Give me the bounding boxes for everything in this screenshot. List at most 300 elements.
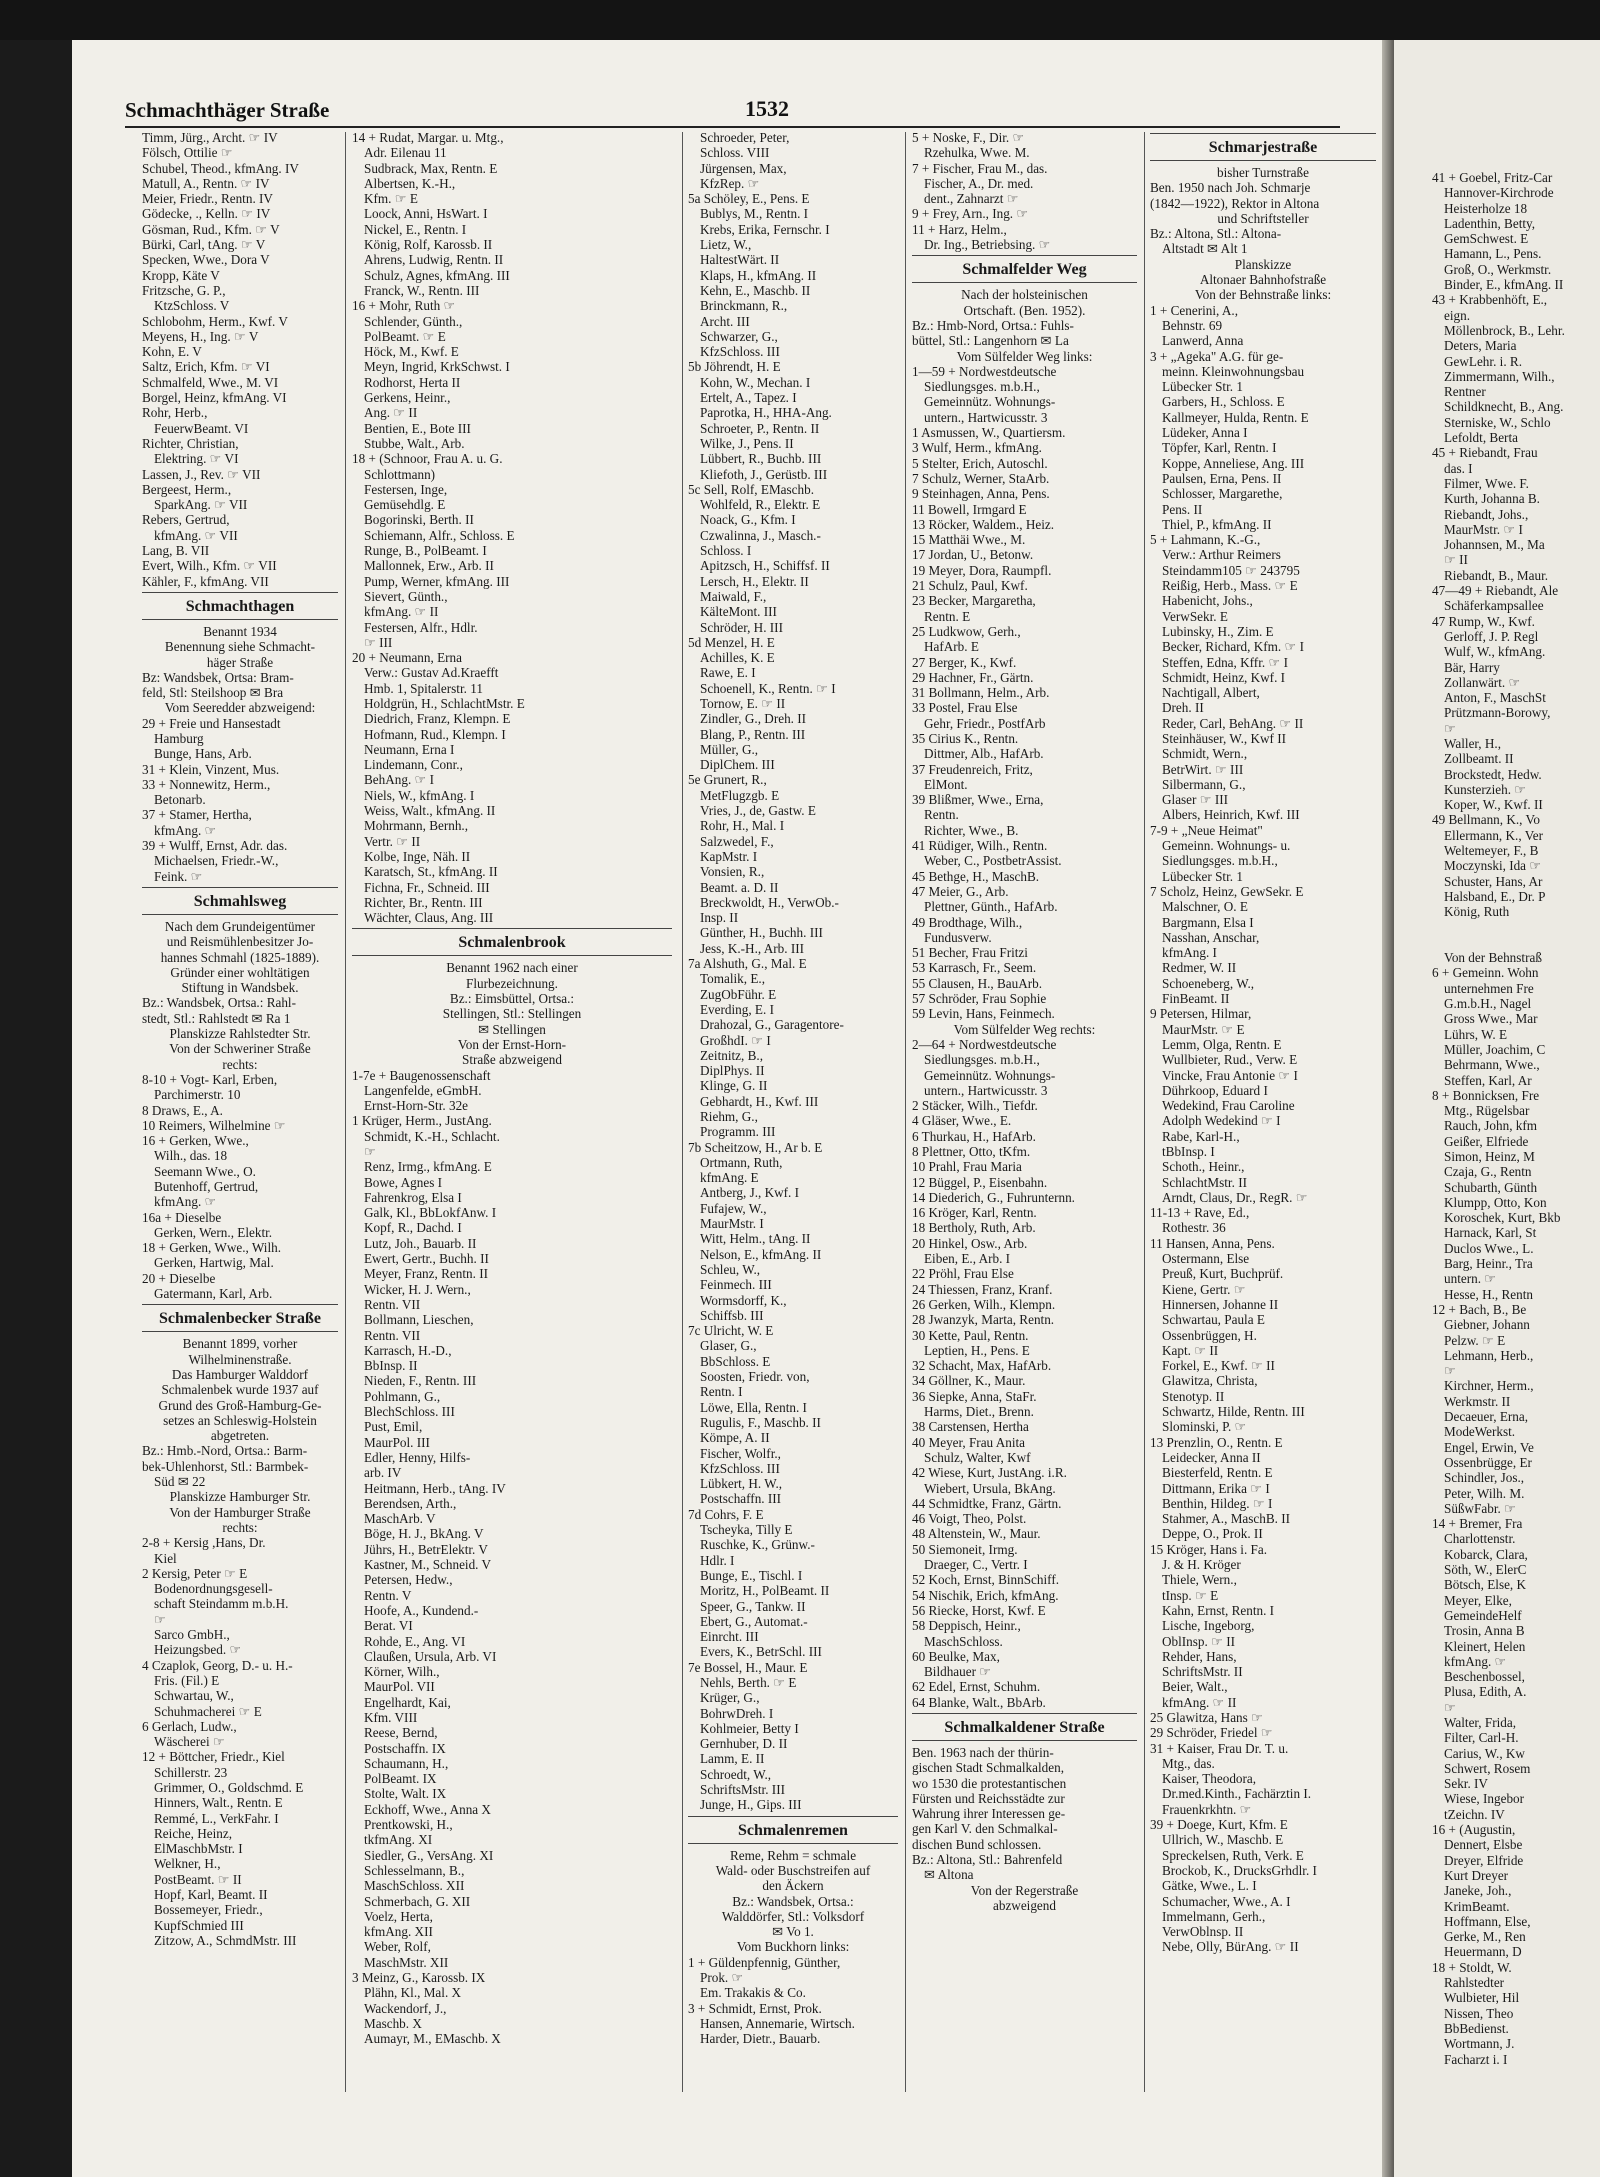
resident-entry: Rzehulka, Wwe. M. (924, 145, 1030, 161)
address-entry: 45 + Riebandt, Frau (1432, 445, 1538, 461)
resident-entry: Wicker, H. J. Wern., (364, 1281, 471, 1297)
resident-entry: Gebhardt, H., Kwf. III (700, 1093, 819, 1109)
address-entry: 59 Levin, Hans, Feinmech. (912, 1006, 1055, 1022)
resident-entry: Schlender, Günth., (364, 313, 463, 329)
resident-entry: tInsp. ☞ E (1162, 1587, 1219, 1603)
resident-entry: Schulz, Agnes, kfmAng. III (364, 267, 510, 283)
next-page-edge (1394, 40, 1600, 2177)
resident-entry: Deters, Maria (1444, 338, 1517, 354)
resident-entry: DiplChem. III (700, 757, 775, 773)
street-note: Wilhelminenstraße. (188, 1351, 292, 1367)
resident-entry: Bowe, Agnes I (364, 1174, 443, 1190)
address-entry: 50 Siemoneit, Irmg. (912, 1541, 1018, 1557)
resident-entry: Pens. II (1162, 501, 1203, 517)
resident-entry: Carius, W., Kw (1444, 1745, 1525, 1761)
resident-entry: tZeichn. IV (1444, 1806, 1505, 1822)
resident-entry: Sekr. IV (1444, 1776, 1488, 1792)
resident-entry: Antberg, J., Kwf. I (700, 1185, 800, 1201)
address-entry: Meier, Friedr., Rentn. IV (142, 191, 273, 207)
address-entry: Timm, Jürg., Archt. ☞ IV (142, 130, 278, 145)
resident-entry: Lische, Ingeborg, (1162, 1618, 1255, 1634)
resident-entry: Eiben, E., Arb. I (924, 1251, 1011, 1267)
resident-entry: Kfm. VIII (364, 1709, 418, 1725)
address-entry: 15 Kröger, Hans i. Fa. (1150, 1541, 1268, 1557)
street-rule (688, 1843, 898, 1844)
resident-entry: Sudbrack, Max, Rentn. E (364, 160, 498, 176)
resident-entry: kfmAng. E (700, 1170, 759, 1186)
address-entry: 60 Beulke, Max, (912, 1648, 1000, 1664)
street-heading: Schmalenremen (738, 1821, 848, 1839)
column-divider (682, 132, 683, 2092)
resident-entry: Siedlungsges. m.b.H., (924, 1052, 1040, 1068)
street-rule (142, 1331, 338, 1332)
resident-entry: kfmAng. ☞ II (364, 604, 439, 620)
resident-entry: Bodenordnungsgesell- (154, 1581, 273, 1597)
resident-entry: Elektring. ☞ VI (154, 451, 239, 467)
street-rule (912, 282, 1137, 283)
resident-entry: ☞ (1444, 1699, 1456, 1715)
resident-entry: Facharzt i. I (1444, 2051, 1508, 2067)
street-note: Straße abzweigend (462, 1052, 562, 1068)
resident-entry: Weltemeyer, F., B (1444, 843, 1539, 859)
resident-entry: Runge, B., PolBeamt. I (364, 543, 487, 559)
street-note: Gründer einer wohltätigen (170, 964, 310, 980)
resident-entry: Fischer, A., Dr. med. (924, 175, 1034, 191)
resident-entry: Lübecker Str. 1 (1162, 379, 1243, 395)
resident-entry: Kolbe, Inge, Näh. II (364, 848, 471, 864)
address-entry: 18 + Stoldt, W. (1432, 1959, 1512, 1975)
viewer-top-bar (0, 0, 1600, 40)
page-header (125, 96, 1340, 128)
resident-entry: Reder, Carl, BehAng. ☞ II (1162, 715, 1304, 731)
resident-entry: Wiebert, Ursula, BkAng. (924, 1480, 1056, 1496)
resident-entry: Ertelt, A., Tapez. I (700, 390, 797, 406)
street-note: Ortschaft. (Ben. 1952). (963, 302, 1086, 318)
resident-entry: BbSchloss. E (700, 1353, 771, 1369)
address-entry: 64 Blanke, Walt., BbArb. (912, 1694, 1046, 1710)
resident-entry: Koppe, Anneliese, Ang. III (1162, 455, 1305, 471)
resident-entry: PostBeamt. ☞ II (154, 1871, 242, 1887)
resident-entry: Spreckelsen, Ruth, Verk. E (1162, 1847, 1304, 1863)
resident-entry: Gemeinnütz. Wohnungs- (924, 1067, 1056, 1083)
resident-entry: Feinmech. III (700, 1277, 772, 1293)
address-entry: 31 Bollmann, Helm., Arb. (912, 685, 1050, 701)
resident-entry: Wiese, Ingebor (1444, 1791, 1525, 1807)
resident-entry: Fufajew, W., (700, 1200, 767, 1216)
address-entry: 11 Bowell, Irmgard E (912, 501, 1027, 517)
address-entry: 5 Stelter, Erich, Autoschl. (912, 455, 1048, 471)
resident-entry: Bossemeyer, Friedr., (154, 1902, 263, 1918)
street-rule (142, 592, 338, 593)
address-entry: 8 Draws, E., A. (142, 1102, 223, 1118)
street-note: rechts: (222, 1519, 258, 1535)
address-entry: 4 Gläser, Wwe., E. (912, 1113, 1012, 1129)
resident-entry: Butenhoff, Gertrud, (154, 1179, 259, 1194)
resident-entry: Hmb. 1, Spitalerstr. 11 (364, 680, 483, 696)
resident-entry: Bildhauer ☞ (924, 1664, 992, 1680)
resident-entry: Galk, Kl., BbLokfAnw. I (364, 1205, 497, 1221)
resident-entry: ZugObFühr. E (700, 986, 777, 1002)
resident-entry: Dreh. II (1162, 700, 1204, 716)
address-entry: 10 Prahl, Frau Maria (912, 1159, 1022, 1175)
resident-entry: DiplPhys. II (700, 1063, 765, 1079)
resident-entry: Charlottenstr. (1444, 1531, 1516, 1547)
resident-entry: Benthin, Hildeg. ☞ I (1162, 1495, 1273, 1511)
address-entry: 1 Asmussen, W., Quartiersm. (912, 425, 1066, 441)
resident-entry: Frauenkrkhtn. ☞ (1162, 1801, 1252, 1817)
resident-entry: Engel, Erwin, Ve (1444, 1439, 1534, 1455)
resident-entry: Pelzw. ☞ E (1444, 1332, 1506, 1348)
street-heading: Schmahlsweg (193, 892, 287, 910)
resident-entry: Prentkowski, H., (364, 1817, 453, 1833)
resident-entry: Hdlr. I (700, 1552, 735, 1568)
resident-entry: Schwartau, Paula E (1162, 1312, 1265, 1328)
address-entry: 41 + Goebel, Fritz-Car (1432, 170, 1553, 185)
resident-entry: Nasshan, Anschar, (1162, 929, 1260, 945)
address-entry: 34 Göllner, K., Maur. (912, 1373, 1026, 1389)
address-entry: 16 + (Augustin, (1432, 1822, 1516, 1838)
resident-entry: Bargmann, Elsa I (1162, 914, 1254, 930)
address-entry: 5c Sell, Rolf, EMaschb. (688, 481, 814, 497)
address-entry: 5b Jöhrendt, H. E (688, 359, 781, 375)
resident-entry: Leptien, H., Pens. E (924, 1342, 1030, 1358)
resident-entry: Schumacher, Wwe., A. I (1162, 1893, 1291, 1909)
resident-entry: Jürgensen, Max, (700, 160, 787, 176)
address-entry: Borgel, Heinz, kfmAng. VI (142, 390, 287, 406)
address-entry: 31 + Kaiser, Frau Dr. T. u. (1150, 1740, 1289, 1756)
resident-entry: Barg, Heinr., Tra (1444, 1256, 1533, 1272)
street-note: Benennung siehe Schmacht- (164, 639, 316, 655)
address-entry: 43 + Krabbenhöft, E., (1432, 292, 1548, 308)
resident-entry: Hopf, Karl, Beamt. II (154, 1887, 268, 1903)
resident-entry: Pump, Werner, kfmAng. III (364, 573, 510, 589)
resident-entry: Malschner, O. E (1162, 899, 1248, 915)
street-note: Benannt 1899, vorher (182, 1336, 298, 1352)
address-entry: 7a Alshuth, G., Mal. E (688, 956, 807, 972)
street-note: und Schriftsteller (1217, 210, 1309, 226)
resident-entry: Parchimerstr. 10 (154, 1087, 241, 1103)
resident-entry: Nelson, E., kfmAng. II (700, 1246, 822, 1262)
resident-entry: Kobarck, Clara, (1444, 1546, 1528, 1562)
street-note: Altonaer Bahnhofstraße (1199, 272, 1327, 288)
resident-entry: Meyer, Franz, Rentn. II (364, 1266, 488, 1282)
address-entry: 5 + Lahmann, K.-G., (1150, 532, 1261, 548)
resident-entry: Wilke, J., Pens. II (700, 435, 794, 451)
resident-entry: kfmAng. ☞ (154, 1194, 217, 1210)
resident-entry: Blang, P., Rentn. III (700, 726, 806, 742)
resident-entry: Höck, M., Kwf. E (364, 344, 459, 360)
street-note: Benannt 1934 (203, 623, 277, 639)
resident-entry: MaurMstr. I (700, 1216, 764, 1232)
street-note: abzweigend (993, 1897, 1056, 1913)
address-entry: 2—64 + Nordwestdeutsche (912, 1036, 1057, 1052)
street-note: Von der Ernst-Horn- (457, 1036, 567, 1052)
resident-entry: Waller, H., (1444, 735, 1501, 751)
resident-entry: Vries, J., de, Gastw. E (700, 803, 816, 819)
resident-entry: das. I (1444, 460, 1473, 476)
resident-entry: Steinhäuser, W., Kwf II (1162, 730, 1286, 746)
resident-entry: Niels, W., kfmAng. I (364, 787, 475, 803)
resident-entry: Claußen, Ursula, Arb. VI (364, 1648, 497, 1664)
resident-entry: Pohlmann, G., (364, 1388, 441, 1404)
resident-entry: GewLehr. i. R. (1444, 353, 1523, 369)
resident-entry: Kiene, Gertr. ☞ (1162, 1281, 1246, 1297)
resident-entry: Wächter, Claus, Ang. III (364, 910, 494, 926)
address-entry: 29 + Freie und Hansestadt (142, 715, 281, 731)
address-entry: 53 Karrasch, Fr., Seem. (912, 960, 1037, 976)
resident-entry: Nehls, Berth. ☞ E (700, 1674, 797, 1690)
resident-entry: Rohde, E., Ang. VI (364, 1633, 466, 1649)
resident-entry: Neumann, Erna I (364, 741, 455, 757)
resident-entry: Böge, H. J., BkAng. V (364, 1526, 484, 1542)
resident-entry: Riebandt, Johs., (1444, 506, 1529, 522)
address-entry: Matull, A., Rentn. ☞ IV (142, 175, 270, 191)
resident-entry: ☞ (154, 1611, 166, 1627)
address-entry: 20 Hinkel, Osw., Arb. (912, 1235, 1028, 1251)
resident-entry: Reiche, Heinz, (154, 1825, 232, 1841)
resident-entry: Diedrich, Franz, Klempn. E (364, 711, 511, 727)
resident-entry: Lüdeker, Anna I (1162, 425, 1248, 441)
resident-entry: Kirchner, Herm., (1444, 1378, 1534, 1394)
resident-entry: Dr.med.Kinth., Fachärztin I. (1162, 1786, 1312, 1802)
resident-entry: Jührs, H., BetrElektr. V (364, 1541, 488, 1557)
street-note: Bz.: Eimsbüttel, Ortsa.: (449, 991, 575, 1007)
resident-entry: Lutz, Joh., Bauarb. II (364, 1235, 477, 1251)
resident-entry: Vertr. ☞ II (364, 833, 421, 849)
resident-entry: Nissen, Theo (1444, 2005, 1514, 2021)
resident-entry: ElMaschbMstr. I (154, 1841, 243, 1857)
resident-entry: Glawitza, Christa, (1162, 1373, 1258, 1389)
resident-entry: Renz, Irmg., kfmAng. E (364, 1159, 492, 1175)
resident-entry: schaft Steindamm m.b.H. (154, 1596, 289, 1612)
street-note: Flurbezeichnung. (466, 975, 558, 991)
resident-entry: Holdgrün, H., SchlachtMstr. E (364, 695, 525, 711)
resident-entry: Fundusverw. (924, 929, 992, 945)
resident-entry: Apitzsch, H., Schiffsf. II (700, 558, 830, 574)
resident-entry: Heitmann, Herb., tAng. IV (364, 1480, 506, 1496)
resident-entry: Postschaffn. III (700, 1491, 782, 1507)
resident-entry: VerwOblnsp. II (1162, 1924, 1244, 1940)
address-entry: 7c Ulricht, W. E (688, 1323, 774, 1339)
address-entry: 40 Meyer, Frau Anita (912, 1434, 1026, 1450)
resident-entry: Karatsch, St., kfmAng. II (364, 864, 498, 880)
resident-entry: Rentn. VII (364, 1327, 421, 1343)
resident-entry: MaschSchloss. XII (364, 1878, 465, 1894)
resident-entry: Körner, Wilh., (364, 1664, 440, 1680)
resident-entry: kfmAng. ☞ (1444, 1653, 1507, 1669)
resident-entry: Reißig, Herb., Mass. ☞ E (1162, 578, 1298, 594)
street-heading: Schmarjestraße (1208, 139, 1318, 156)
resident-entry: Bötsch, Else, K (1444, 1577, 1527, 1593)
resident-entry: Rawe, E. I (700, 665, 756, 681)
resident-entry: Schulz, Walter, Kwf (924, 1449, 1031, 1465)
resident-entry: Gehr, Friedr., PostfArb (924, 715, 1046, 731)
column-divider (1144, 132, 1145, 2092)
address-entry: 20 + Dieselbe (142, 1270, 216, 1286)
resident-entry: Lübecker Str. 1 (1162, 868, 1243, 884)
address-entry: 39 + Wulff, Ernst, Adr. das. (142, 838, 288, 854)
resident-entry: Steffen, Edna, Kffr. ☞ I (1162, 654, 1288, 670)
resident-entry: G.m.b.H., Nagel (1444, 996, 1532, 1012)
resident-entry: Nieden, F., Rentn. III (364, 1373, 477, 1389)
resident-entry: Schäferkampsallee (1444, 598, 1544, 614)
resident-entry: Berendsen, Arth., (364, 1495, 457, 1511)
resident-entry: Lietz, W., (700, 237, 752, 253)
resident-entry: Seemann Wwe., O. (154, 1163, 256, 1179)
resident-entry: Vincke, Frau Antonie ☞ I (1162, 1067, 1298, 1083)
resident-entry: Hamburg (154, 730, 204, 746)
address-entry: 47 Meier, G., Arb. (912, 883, 1009, 899)
address-entry: 46 Voigt, Theo, Polst. (912, 1511, 1027, 1527)
resident-entry: Harder, Dietr., Bauarb. (700, 2031, 821, 2047)
resident-entry: Leidecker, Anna II (1162, 1449, 1261, 1465)
resident-entry: Duclos Wwe., L. (1444, 1240, 1534, 1256)
address-entry: 10 Reimers, Wilhelmine ☞ (142, 1117, 286, 1133)
address-entry: Fölsch, Ottilie ☞ (142, 145, 233, 161)
resident-entry: Schaumann, H., (364, 1755, 449, 1771)
address-entry: 19 Meyer, Dora, Raumpfl. (912, 562, 1052, 578)
resident-entry: Tornow, E. ☞ II (700, 695, 786, 711)
resident-entry: Wulf, W., kfmAng. (1444, 644, 1546, 660)
address-entry: 54 Nischik, Erich, kfmAng. (912, 1587, 1059, 1603)
street-rule (912, 1740, 1137, 1741)
resident-entry: Stahmer, A., MaschB. II (1162, 1511, 1291, 1527)
street-note: hannes Schmahl (1825-1889). (160, 949, 320, 965)
address-entry: Evert, Wilh., Kfm. ☞ VII (142, 558, 277, 574)
street-note: Vom Buckhorn links: (736, 1939, 850, 1955)
resident-entry: Mtg., das. (1162, 1755, 1215, 1771)
address-entry: 7 + Fischer, Frau M., das. (912, 160, 1048, 176)
address-entry: Schmalfeld, Wwe., M. VI (142, 374, 279, 390)
resident-entry: ElMont. (924, 776, 968, 792)
resident-entry: Festersen, Inge, (364, 481, 448, 497)
address-entry: 45 Bethge, H., MaschB. (912, 868, 1040, 884)
resident-entry: BohrwDreh. I (700, 1705, 774, 1721)
resident-entry: Ahrens, Ludwig, Rentn. II (364, 252, 504, 268)
address-entry: Saltz, Erich, Kfm. ☞ VI (142, 359, 270, 375)
resident-entry: Decaeuer, Erna, (1444, 1409, 1529, 1425)
resident-entry: ☞ (364, 1144, 376, 1159)
resident-entry: ☞ II (1444, 552, 1468, 568)
street-heading: Schmalfelder Weg (962, 261, 1087, 279)
address-entry: Kähler, F., kfmAng. VII (142, 573, 269, 589)
address-entry: 49 Brodthage, Wilh., (912, 914, 1023, 930)
address-entry: 42 Wiese, Kurt, JustAng. i.R. (912, 1465, 1067, 1481)
address-entry: 23 Becker, Margaretha, (912, 593, 1036, 609)
resident-entry: Günther, H., Buchh. III (700, 925, 823, 941)
resident-entry: Schillerstr. 23 (154, 1764, 228, 1780)
street-note: bisher Turnstraße (1217, 165, 1309, 180)
resident-entry: Behrmann, Wwe., (1444, 1057, 1540, 1073)
resident-entry: dent., Zahnarzt ☞ (924, 191, 1019, 207)
address-entry: 38 Carstensen, Hertha (912, 1419, 1029, 1435)
address-entry: 39 + Doege, Kurt, Kfm. E (1150, 1817, 1288, 1833)
street-note: Benannt 1962 nach einer (446, 960, 578, 976)
resident-entry: SparkAng. ☞ VII (154, 497, 248, 513)
resident-entry: GroßhdI. ☞ I (700, 1032, 771, 1048)
resident-entry: Schiffsb. III (700, 1307, 764, 1323)
resident-entry: Moczynski, Ida ☞ (1444, 858, 1542, 874)
address-entry: 18 + (Schnoor, Frau A. u. G. (352, 451, 503, 467)
address-entry: 56 Riecke, Horst, Kwf. E (912, 1602, 1046, 1618)
resident-entry: Evers, K., BetrSchl. III (700, 1644, 822, 1660)
resident-entry: Schroedt, W., (700, 1766, 772, 1782)
resident-entry: Simon, Heinz, M (1444, 1149, 1535, 1164)
address-entry: 47 Rump, W., Kwf. (1432, 613, 1535, 629)
street-rule (1150, 133, 1376, 134)
address-entry: 8 + Bonnicksen, Fre (1432, 1087, 1540, 1103)
resident-entry: Gross Wwe., Mar (1444, 1011, 1538, 1027)
resident-entry: Gerken, Wern., Elektr. (154, 1224, 273, 1240)
address-entry: 24 Thiessen, Franz, Kranf. (912, 1281, 1053, 1297)
resident-entry: Soosten, Friedr. von, (700, 1369, 810, 1385)
resident-entry: Steindamm105 ☞ 243795 (1162, 562, 1300, 578)
resident-entry: Schmidt, Heinz, Kwf. I (1162, 669, 1286, 685)
address-entry: wo 1530 die protestantischen (912, 1775, 1067, 1791)
resident-entry: BbBedienst. (1444, 2020, 1509, 2036)
street-note: Stellingen, Stl.: Stellingen (442, 1006, 582, 1022)
resident-entry: Plettner, Günth., HafArb. (924, 899, 1058, 915)
address-entry: 11-13 + Rave, Ed., (1150, 1205, 1250, 1221)
resident-entry: Dreyer, Elfride (1444, 1852, 1524, 1868)
resident-entry: Kaiser, Theodora, (1162, 1771, 1257, 1787)
resident-entry: Walter, Frida, (1444, 1714, 1517, 1730)
resident-entry: meinn. Kleinwohnungsbau (1162, 363, 1305, 379)
street-rule (912, 1713, 1137, 1714)
resident-entry: Weber, Rolf, (364, 1939, 431, 1955)
resident-entry: Lefoldt, Berta (1444, 430, 1518, 446)
resident-entry: Silbermann, G., (1162, 776, 1246, 792)
resident-entry: Ostermann, Else (1162, 1251, 1250, 1267)
resident-entry: Brinckmann, R., (700, 298, 788, 314)
street-note: Wald- oder Buschstreifen auf (715, 1862, 871, 1878)
street-note: Bz.: Wandsbek, Ortsa.: (732, 1893, 854, 1909)
resident-entry: Franck, W., Rentn. III (364, 282, 480, 298)
resident-entry: kfmAng. ☞ (154, 822, 217, 838)
resident-entry: Wullbieter, Rud., Verw. E (1162, 1052, 1298, 1068)
resident-entry: Lindemann, Conr., (364, 757, 463, 773)
street-heading: Schmalkaldener Straße (944, 1718, 1105, 1736)
resident-entry: Fris. (Fil.) E (154, 1672, 220, 1688)
resident-entry: untern. ☞ (1444, 1271, 1497, 1287)
resident-entry: Wedekind, Frau Caroline (1162, 1098, 1295, 1114)
resident-entry: Everding, E. I (700, 1001, 774, 1017)
resident-entry: Witt, Helm., tAng. II (700, 1231, 811, 1247)
resident-entry: Hannover-Kirchrode (1444, 185, 1554, 201)
resident-entry: Schlottmann) (364, 466, 436, 482)
resident-entry: Schuster, Hans, Ar (1444, 873, 1543, 889)
resident-entry: Lubinsky, H., Zim. E (1162, 623, 1274, 639)
resident-entry: Lehmann, Herb., (1444, 1347, 1534, 1363)
resident-entry: Ortmann, Ruth, (700, 1154, 783, 1170)
resident-entry: Schroeder, Peter, (700, 130, 790, 145)
resident-entry: Arndt, Claus, Dr., RegR. ☞ (1162, 1189, 1308, 1205)
resident-entry: Mallonnek, Erw., Arb. II (364, 558, 494, 574)
resident-entry: Beamt. a. D. II (700, 879, 779, 895)
resident-entry: Richter, Br., Rentn. III (364, 894, 483, 910)
street-rule (142, 914, 338, 915)
resident-entry: Preuß, Kurt, Buchprüf. (1162, 1266, 1284, 1282)
address-entry: 7 Schulz, Werner, StaArb. (912, 470, 1050, 486)
street-note: den Äckern (762, 1878, 824, 1894)
resident-entry: König, Ruth (1444, 904, 1510, 920)
address-entry: 2 Kersig, Peter ☞ E (142, 1565, 248, 1581)
address-entry: 31 + Klein, Vinzent, Mus. (142, 761, 280, 777)
resident-entry: Grimmer, O., Goldschmd. E (154, 1779, 304, 1795)
street-heading: Schmalenbrook (458, 934, 566, 952)
resident-entry: ☞ (1444, 720, 1456, 736)
resident-entry: Albertsen, K.-H., (364, 175, 456, 191)
